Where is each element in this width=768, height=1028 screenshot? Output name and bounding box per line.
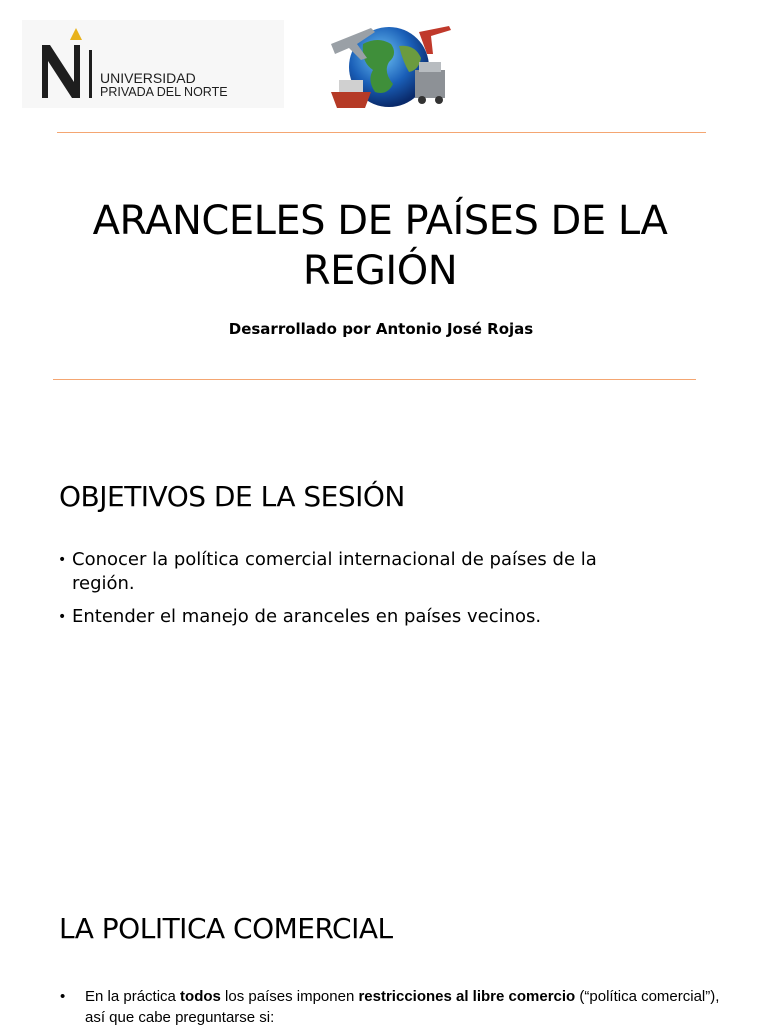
ship-icon	[331, 92, 371, 108]
objectives-slide	[0, 430, 768, 750]
logo-line2: PRIVADA DEL NORTE	[100, 85, 228, 99]
paragraph-text: los países imponen	[220, 988, 359, 1005]
paragraph-text: (“política comercial”), así que cabe preguntarse si:	[85, 988, 720, 1026]
objectives-heading: OBJETIVOS DE LA SESIÓN	[59, 480, 405, 513]
divider-top	[57, 132, 706, 133]
objectives-list	[58, 548, 618, 638]
presentation-title	[60, 196, 700, 296]
bullet-text: Entender el manejo de aranceles en países vecinos.	[72, 606, 542, 627]
globe-transport-image	[323, 14, 457, 116]
title-line-2: REGIÓN	[302, 248, 458, 294]
policy-heading: LA POLITICA COMERCIAL	[59, 912, 393, 945]
title-slide	[0, 0, 768, 400]
presentation-subtitle: Desarrollado por Antonio José Rojas	[228, 320, 534, 338]
truck-icon	[415, 70, 445, 98]
upn-logo	[22, 20, 284, 108]
list-item	[58, 605, 618, 629]
paragraph-text: En la práctica	[85, 988, 181, 1005]
logo-line1: UNIVERSIDAD	[100, 70, 196, 86]
title-line-1: ARANCELES DE PAÍSES DE LA	[92, 198, 668, 244]
paragraph-bold: restricciones al libre comercio	[358, 988, 576, 1005]
bullet-text: Conocer la política comercial internacional de países de la región.	[72, 549, 597, 594]
divider-bottom	[53, 379, 696, 380]
commercial-policy-slide	[0, 860, 768, 1024]
list-item	[58, 548, 618, 596]
paragraph-bold: todos	[180, 988, 221, 1005]
policy-paragraph	[60, 986, 725, 1028]
